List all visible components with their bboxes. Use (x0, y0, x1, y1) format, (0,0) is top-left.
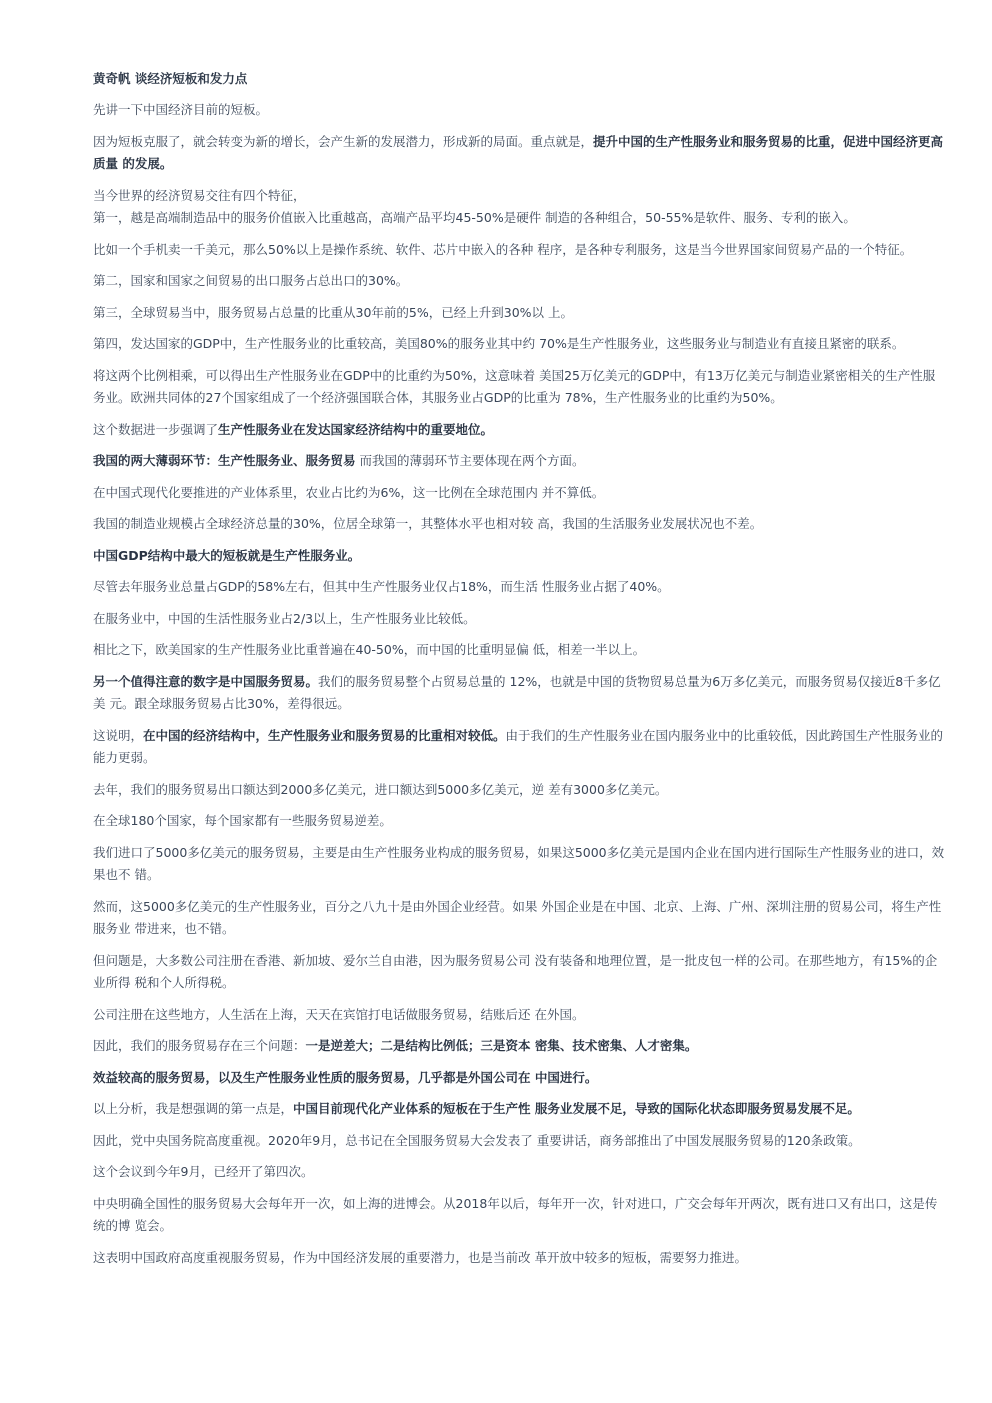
paragraph-emphasis: 在中国的经济结构中，生产性服务业和服务贸易的比重相对较低。 (143, 727, 506, 743)
paragraph (93, 1247, 945, 1270)
paragraph-text: 我们进口了5000多亿美元的服务贸易，主要是由生产性服务业构成的服务贸易，如果这5000多亿美元是国内企业在国内进行国际生产性服务业的进口，效果也不 错。 (93, 844, 945, 882)
paragraph-emphasis: 另一个值得注意的数字是中国服务贸易。 (93, 673, 319, 689)
paragraph-text: 由于我们的生产性服务业在国内服务业中的比重较低，因此跨国生产性服务业的 能力更弱。 (93, 727, 944, 765)
paragraph-text: 因此，党中央国务院高度重视。2020年9月，总书记在全国服务贸易大会发表了 重要讲话，商务部推出了中国发展服务贸易的120条政策。 (93, 1132, 861, 1148)
paragraph (93, 779, 945, 802)
paragraph-text: 因为短板克服了，就会转变为新的增长，会产生新的发展潜力，形成新的局面。重点就是， (93, 133, 594, 149)
paragraph-text: 我国的制造业规模占全球经济总量的30%，位居全球第一，其整体水平也相对较 高，我国的生活服务业发展状况也不差。 (93, 516, 763, 531)
paragraph (93, 1130, 945, 1153)
paragraph (93, 545, 945, 568)
paragraph (93, 185, 945, 208)
paragraph-text: 但问题是，大多数公司注册在香港、新加坡、爱尔兰自由港，因为服务贸易公司 没有装备和地理位置，是一批皮包一样的公司。在那些地方，有15%的企业所得 税和个人所得税。 (93, 952, 938, 990)
paragraph (93, 1098, 945, 1121)
paragraph (93, 725, 945, 770)
paragraph-text: 第二，国家和国家之间贸易的出口服务占总出口的30%。 (93, 273, 409, 288)
paragraph (93, 99, 945, 122)
paragraph-text: 而我国的薄弱环节主要体现在两个方面。 (355, 453, 585, 468)
paragraph-emphasis: 效益较高的服务贸易，以及生产性服务业性质的服务贸易，几乎都是外国公司在 中国进行。 (93, 1069, 598, 1085)
paragraph-text: 公司注册在这些地方，人生活在上海，天天在宾馆打电话做服务贸易，结账后还 在外国。 (93, 1006, 585, 1022)
paragraph-text: 第四，发达国家的GDP中，生产性服务业的比重较高，美国80%的服务业其中约 70%是生产性服务业，这些服务业与制造业有直接且紧密的联系。 (93, 336, 905, 351)
paragraph (93, 333, 945, 356)
paragraph-text: 这个会议到今年9月，已经开了第四次。 (93, 1164, 314, 1179)
paragraph (93, 842, 945, 887)
paragraph-text: 我们的服务贸易整个占贸易总量的 12%，也就是中国的货物贸易总量为6万多亿美元，而服务贸易仅接近8千多亿美 元。跟全球服务贸易占比30%，差得很远。 (93, 673, 941, 711)
paragraph-text: 因此，我们的服务贸易存在三个问题： (93, 1038, 306, 1053)
paragraph-emphasis: 提升中国的生产性服务业和服务贸易的比重，促进中国经济更高质量 的发展。 (93, 133, 944, 171)
paragraph (93, 239, 945, 262)
paragraph (93, 950, 945, 995)
paragraph-text: 比如一个手机卖一千美元，那么50%以上是操作系统、软件、芯片中嵌入的各种 程序，是各种专利服务，这是当今世界国家间贸易产品的一个特征。 (93, 241, 913, 257)
paragraph-text: 这说明， (93, 727, 144, 743)
paragraph (93, 482, 945, 505)
paragraph (93, 639, 945, 662)
paragraph (93, 608, 945, 631)
paragraph-text: 在服务业中，中国的生活性服务业占2/3以上，生产性服务业比较低。 (93, 610, 476, 626)
paragraph (93, 365, 945, 410)
paragraph-text: 将这两个比例相乘，可以得出生产性服务业在GDP中的比重约为50%，这意味着 美国25万亿美元的GDP中，有13万亿美元与制造业紧密相关的生产性服务业。欧洲共同体的27个国家组成了一个经济强国联合体，其服务业占GDP的比重为 78%，生产性服务业的比重约为50%。 (93, 367, 936, 405)
paragraph-emphasis: 一是逆差大；二是结构比例低；三是资本 密集、技术密集、人才密集。 (305, 1038, 698, 1053)
paragraph (93, 1193, 945, 1238)
paragraph-text: 在全球180个国家，每个国家都有一些服务贸易逆差。 (93, 813, 392, 828)
paragraph-text: 第一，越是高端制造品中的服务价值嵌入比重越高，高端产品平均45-50%是硬件 制造的各种组合，50-55%是软件、服务、专利的嵌入。 (93, 210, 856, 225)
paragraph-emphasis: 中国目前现代化产业体系的短板在于生产性 服务业发展不足，导致的国际化状态即服务贸易发展不足。 (293, 1101, 860, 1116)
paragraph (93, 131, 945, 176)
paragraph (93, 1004, 945, 1027)
paragraph-text: 去年，我们的服务贸易出口额达到2000多亿美元，进口额达到5000多亿美元，逆 差有3000多亿美元。 (93, 781, 668, 797)
paragraph-text: 以上分析，我是想强调的第一点是， (93, 1101, 294, 1116)
paragraph-text: 中央明确全国性的服务贸易大会每年开一次，如上海的进博会。从2018年以后，每年开一次，针对进口，广交会每年开两次，既有进口又有出口，这是传统的博 览会。 (93, 1195, 938, 1233)
paragraph (93, 1067, 945, 1090)
paragraph-text: 当今世界的经济贸易交往有四个特征， (93, 187, 306, 203)
paragraph-text: 这表明中国政府高度重视服务贸易，作为中国经济发展的重要潜力，也是当前改 革开放中较多的短板，需要努力推进。 (93, 1249, 747, 1265)
paragraph (93, 1161, 945, 1184)
document-title: 黄奇帆 谈经济短板和发力点 (93, 71, 248, 86)
paragraph-text: 在中国式现代化要推进的产业体系里，农业占比约为6%，这一比例在全球范围内 并不算低。 (93, 484, 605, 500)
paragraph-text: 然而，这5000多亿美元的生产性服务业，百分之八九十是由外国企业经营。如果 外国企业是在中国、北京、上海、广州、深圳注册的贸易公司，将生产性服务业 带进来，也不错。 (93, 898, 942, 936)
paragraph (93, 810, 945, 833)
paragraph (93, 576, 945, 599)
paragraph (93, 513, 945, 536)
paragraph-text: 第三，全球贸易当中，服务贸易占总量的比重从30年前的5%，已经上升到30%以 上。 (93, 304, 573, 320)
paragraph (93, 419, 945, 442)
paragraph (93, 270, 945, 293)
paragraph-text: 先讲一下中国经济目前的短板。 (93, 102, 269, 117)
paragraph-text: 这个数据进一步强调了 (93, 421, 219, 437)
paragraph (93, 896, 945, 941)
paragraph (93, 207, 945, 230)
paragraph-text: 尽管去年服务业总量占GDP的58%左右，但其中生产性服务业仅占18%，而生活 性服务业占据了40%。 (93, 579, 670, 594)
paragraph-emphasis: 中国GDP结构中最大的短板就是生产性服务业。 (93, 547, 361, 563)
paragraph (93, 450, 945, 473)
paragraph-emphasis: 我国的两大薄弱环节：生产性服务业、服务贸易 (93, 453, 356, 468)
document-body (93, 68, 945, 1278)
paragraph-emphasis: 生产性服务业在发达国家经济结构中的重要地位。 (218, 421, 494, 437)
paragraph (93, 1035, 945, 1058)
paragraph (93, 671, 945, 716)
paragraph (93, 302, 945, 325)
paragraph-text: 相比之下，欧美国家的生产性服务业比重普遍在40-50%，而中国的比重明显偏 低，相差一半以上。 (93, 642, 646, 657)
